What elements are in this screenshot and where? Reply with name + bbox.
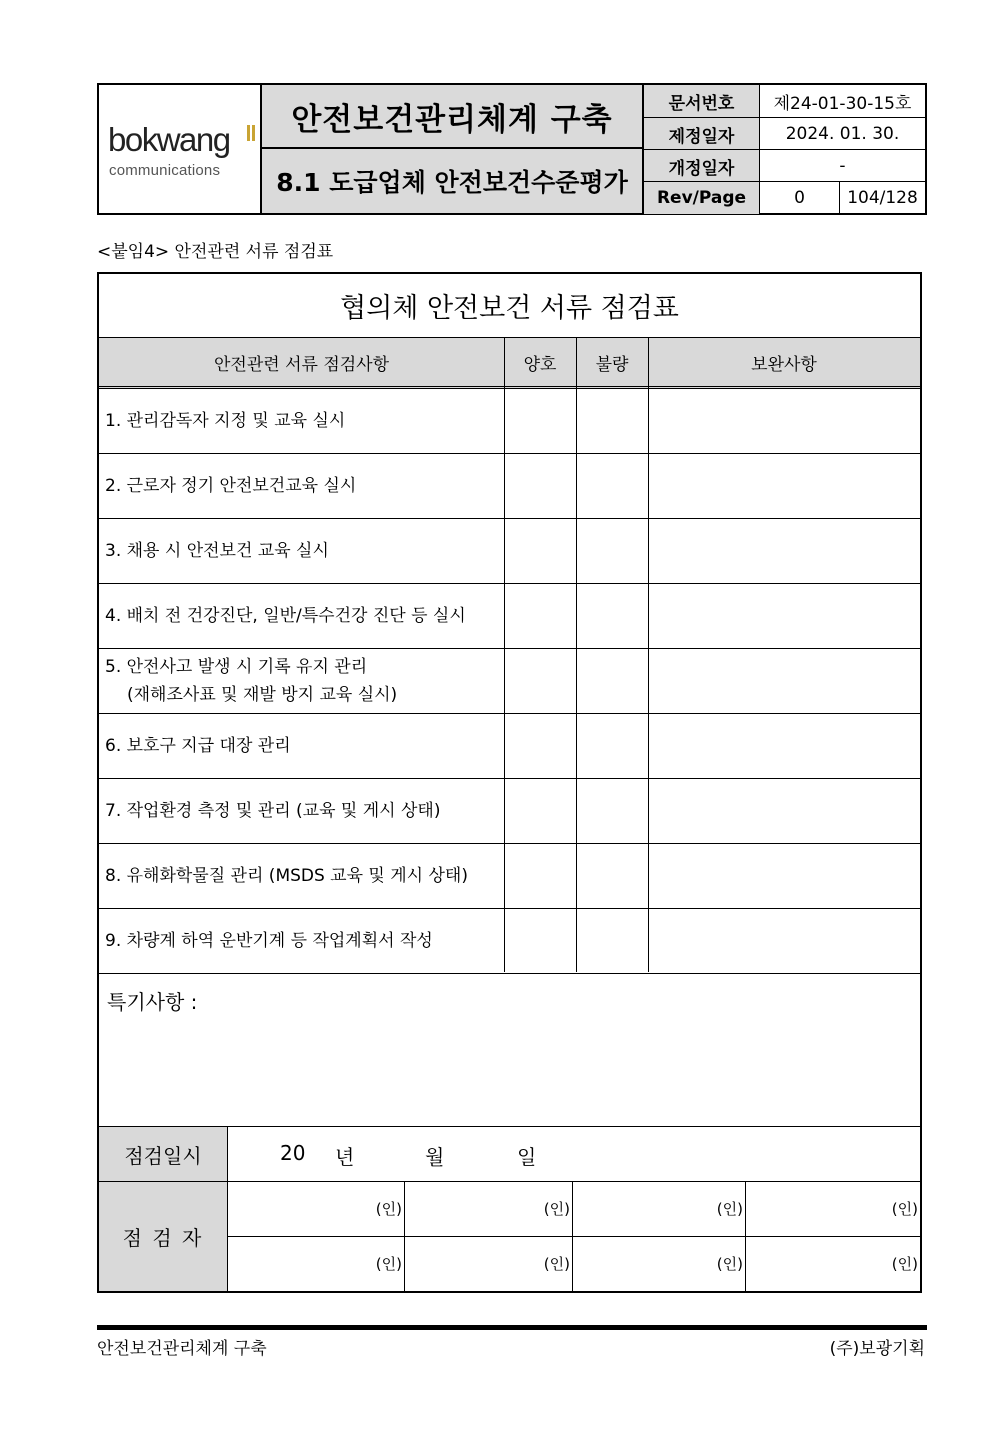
inspection-date-row bbox=[99, 1127, 920, 1182]
signature-cell[interactable] bbox=[573, 1182, 746, 1237]
inspector-row bbox=[228, 1182, 920, 1237]
signature-cell[interactable] bbox=[746, 1237, 920, 1292]
signature-cell[interactable] bbox=[228, 1237, 405, 1292]
footer-company: (주)보광기획 bbox=[829, 1339, 925, 1359]
table-row bbox=[99, 389, 920, 454]
logo-wordmark: bokwang bbox=[108, 121, 230, 158]
signature-cell[interactable] bbox=[573, 1237, 746, 1292]
meta-value: 제24-01-30-15호 bbox=[773, 93, 912, 114]
date-year-unit: 년 bbox=[335, 1145, 355, 1169]
inspector-row bbox=[228, 1237, 920, 1292]
column-divider bbox=[576, 338, 577, 972]
signature-cell[interactable] bbox=[405, 1237, 573, 1292]
meta-label: 개정일자 bbox=[644, 150, 760, 182]
notes-section[interactable] bbox=[99, 972, 920, 1127]
rev-value: 0 bbox=[760, 182, 840, 214]
table-row bbox=[99, 519, 920, 584]
form-title: 협의체 안전보건 서류 점검표 bbox=[99, 274, 920, 338]
row-label: 4. 배치 전 건강진단, 일반/특수건강 진단 등 실시 bbox=[105, 606, 466, 626]
logo-subtitle: communications bbox=[109, 162, 221, 179]
row-label: 9. 차량계 하역 운반기계 등 작업계획서 작성 bbox=[105, 931, 433, 951]
meta-value: 2024. 01. 30. bbox=[785, 124, 900, 144]
signature-cell[interactable] bbox=[228, 1182, 405, 1237]
table-row bbox=[99, 909, 920, 974]
signature-cell[interactable] bbox=[746, 1182, 920, 1237]
document-meta bbox=[644, 85, 925, 213]
table-row bbox=[99, 779, 920, 844]
meta-value: - bbox=[839, 156, 846, 176]
row-label: 1. 관리감독자 지정 및 교육 실시 bbox=[105, 411, 346, 431]
row-label: 7. 작업환경 측정 및 관리 (교육 및 게시 상태) bbox=[105, 801, 441, 821]
attachment-label: <붙임4> 안전관련 서류 점검표 bbox=[97, 242, 334, 262]
meta-row-revised-date bbox=[644, 149, 925, 182]
company-logo bbox=[99, 85, 262, 213]
table-row bbox=[99, 649, 920, 714]
notes-label: 특기사항 : bbox=[107, 990, 198, 1014]
inspection-date-label: 점검일시 bbox=[99, 1127, 228, 1181]
row-label: 8. 유해화학물질 관리 (MSDS 교육 및 게시 상태) bbox=[105, 866, 468, 886]
row-label: 2. 근로자 정기 안전보건교육 실시 bbox=[105, 476, 357, 496]
seal-mark: (인) bbox=[543, 1255, 570, 1273]
header-title-block bbox=[262, 85, 644, 213]
meta-label: Rev/Page bbox=[644, 182, 760, 214]
footer-rule bbox=[97, 1325, 927, 1330]
table-row bbox=[99, 454, 920, 519]
seal-mark: (인) bbox=[716, 1200, 743, 1218]
seal-mark: (인) bbox=[891, 1255, 918, 1273]
document-subtitle: 8.1 도급업체 안전보건수준평가 bbox=[262, 149, 642, 213]
inspector-label: 점 검 자 bbox=[99, 1182, 228, 1291]
checklist-form bbox=[97, 272, 922, 1293]
date-month-unit: 월 bbox=[425, 1145, 445, 1169]
date-day-unit: 일 bbox=[517, 1145, 537, 1169]
document-title: 안전보건관리체계 구축 bbox=[262, 85, 642, 149]
row-label: 5. 안전사고 발생 시 기록 유지 관리 (재해조사표 및 재발 방지 교육 실시) bbox=[105, 649, 500, 713]
column-header-bad: 불량 bbox=[576, 338, 648, 389]
footer-title: 안전보건관리체계 구축 bbox=[97, 1339, 267, 1359]
meta-label: 제정일자 bbox=[644, 118, 760, 150]
seal-mark: (인) bbox=[375, 1255, 402, 1273]
table-row bbox=[99, 714, 920, 779]
row-label: 3. 채용 시 안전보건 교육 실시 bbox=[105, 541, 329, 561]
row-label: 6. 보호구 지급 대장 관리 bbox=[105, 736, 291, 756]
meta-row-established-date bbox=[644, 117, 925, 150]
column-header-good: 양호 bbox=[504, 338, 576, 389]
meta-label: 문서번호 bbox=[644, 85, 760, 117]
seal-mark: (인) bbox=[716, 1255, 743, 1273]
column-divider bbox=[504, 338, 505, 972]
column-header-remark: 보완사항 bbox=[648, 338, 920, 389]
seal-mark: (인) bbox=[543, 1200, 570, 1218]
table-row bbox=[99, 584, 920, 649]
page-value: 104/128 bbox=[847, 188, 918, 208]
logo-accent-icon bbox=[247, 125, 255, 141]
column-header-item: 안전관련 서류 점검사항 bbox=[99, 338, 504, 389]
column-divider bbox=[648, 338, 649, 972]
seal-mark: (인) bbox=[375, 1200, 402, 1218]
row-sublabel: (재해조사표 및 재발 방지 교육 실시) bbox=[127, 685, 398, 705]
meta-row-doc-number bbox=[644, 85, 925, 117]
inspector-section bbox=[99, 1182, 920, 1291]
table-row bbox=[99, 844, 920, 909]
date-year[interactable]: 20 bbox=[280, 1141, 306, 1165]
signature-cell[interactable] bbox=[405, 1182, 573, 1237]
meta-row-rev-page bbox=[644, 181, 925, 214]
document-header bbox=[97, 83, 927, 215]
seal-mark: (인) bbox=[891, 1200, 918, 1218]
